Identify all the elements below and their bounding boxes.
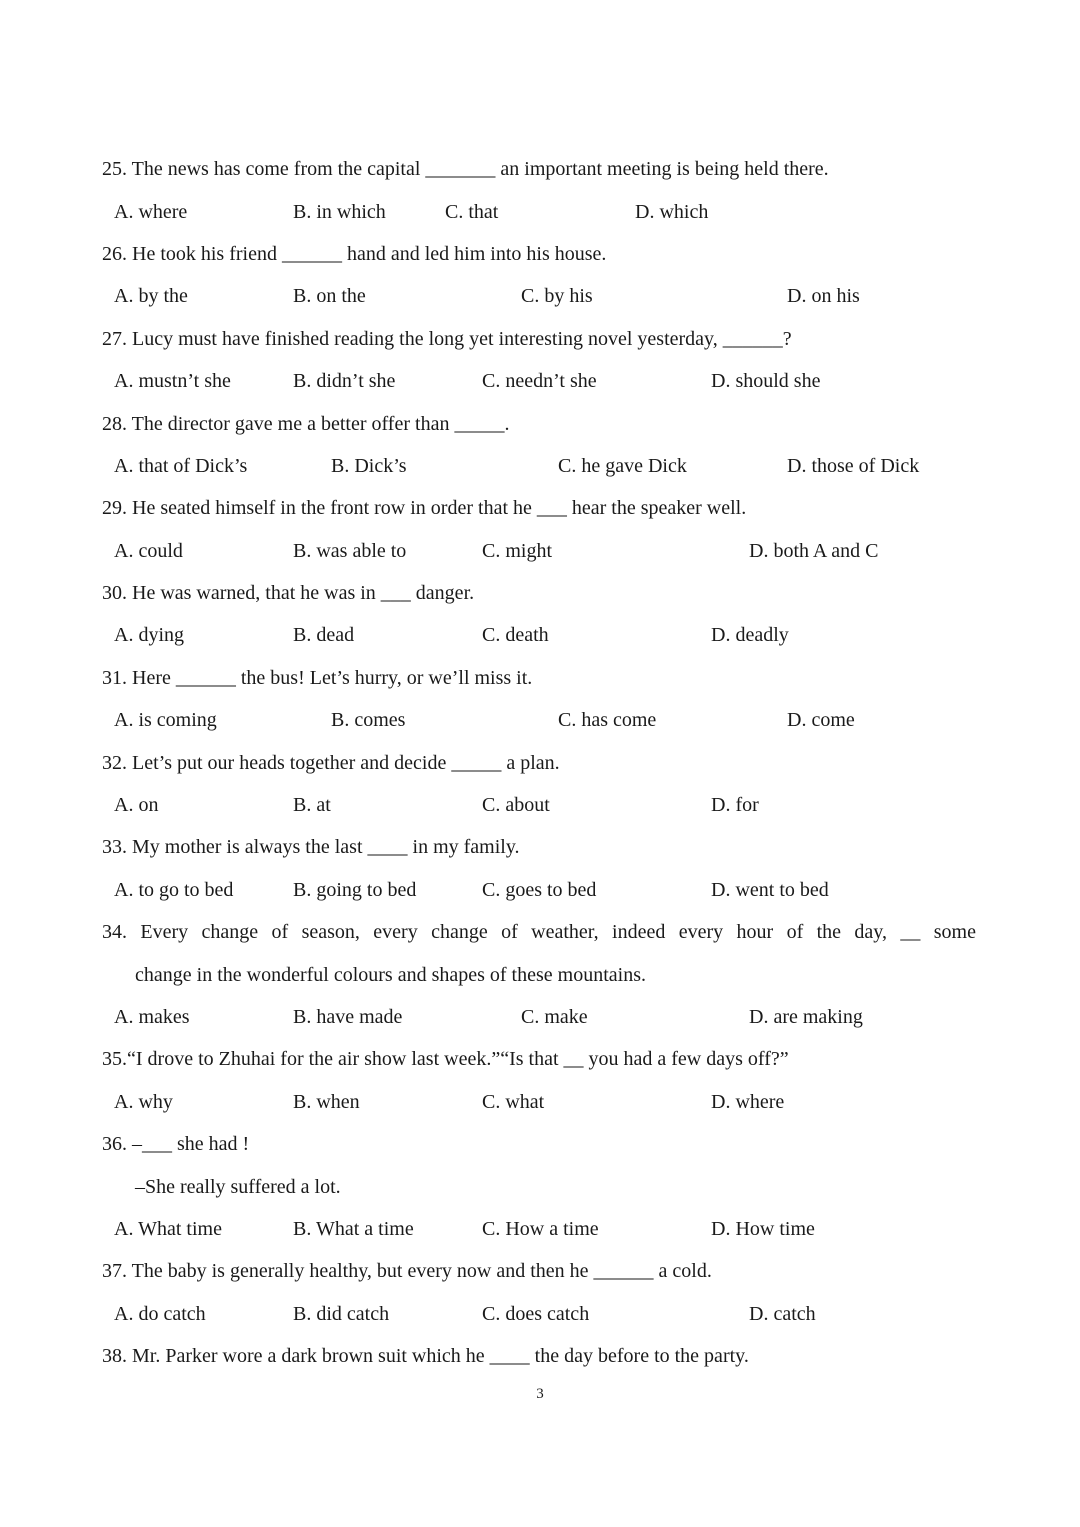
question-35-option-b: B. when (293, 1091, 360, 1113)
question-35-option-a: A. why (114, 1091, 173, 1113)
question-34-stem-continued: change in the wonderful colours and shapes of these mountains. (135, 964, 646, 986)
question-36-option-a: A. What time (114, 1218, 222, 1240)
question-35-stem: 35.“I drove to Zhuhai for the air show last week.”“Is that __ you had a few days off?” (102, 1048, 789, 1070)
question-31-option-d: D. come (787, 709, 855, 731)
question-26-option-c: C. by his (521, 285, 593, 307)
question-33-option-c: C. goes to bed (482, 879, 597, 901)
question-31-option-a: A. is coming (114, 709, 217, 731)
question-34-option-b: B. have made (293, 1006, 403, 1028)
question-37-option-c: C. does catch (482, 1303, 590, 1325)
question-34-option-d: D. are making (749, 1006, 863, 1028)
question-36-option-b: B. What a time (293, 1218, 414, 1240)
question-37-option-a: A. do catch (114, 1303, 206, 1325)
question-29-option-c: C. might (482, 540, 553, 562)
question-29-option-d: D. both A and C (749, 540, 879, 562)
question-36-stem-continued: –She really suffered a lot. (135, 1176, 341, 1198)
question-33-option-b: B. going to bed (293, 879, 417, 901)
question-25-option-d: D. which (635, 201, 709, 223)
question-28-option-a: A. that of Dick’s (114, 455, 248, 477)
question-27-stem: 27. Lucy must have finished reading the long yet interesting novel yesterday, ______? (102, 328, 792, 350)
question-26-option-d: D. on his (787, 285, 860, 307)
question-25-option-c: C. that (445, 201, 499, 223)
question-32-option-a: A. on (114, 794, 159, 816)
question-31-option-b: B. comes (331, 709, 406, 731)
question-28-stem: 28. The director gave me a better offer than _____. (102, 413, 510, 435)
page-number: 3 (536, 1386, 544, 1402)
question-25-stem: 25. The news has come from the capital _______ an important meeting is being held there. (102, 158, 829, 180)
question-30-option-b: B. dead (293, 624, 355, 646)
question-33-stem: 33. My mother is always the last ____ in my family. (102, 836, 520, 858)
question-32-option-c: C. about (482, 794, 550, 816)
question-37-option-d: D. catch (749, 1303, 816, 1325)
question-29-option-a: A. could (114, 540, 183, 562)
question-36-stem: 36. –___ she had ! (102, 1133, 250, 1155)
question-27-option-a: A. mustn’t she (114, 370, 231, 392)
question-31-option-c: C. has come (558, 709, 657, 731)
question-28-option-d: D. those of Dick (787, 455, 920, 477)
question-32-stem: 32. Let’s put our heads together and decide _____ a plan. (102, 752, 560, 774)
question-32-option-d: D. for (711, 794, 759, 816)
question-26-stem: 26. He took his friend ______ hand and led him into his house. (102, 243, 607, 265)
question-38-stem: 38. Mr. Parker wore a dark brown suit which he ____ the day before to the party. (102, 1345, 749, 1367)
question-25-option-b: B. in which (293, 201, 386, 223)
question-28-option-b: B. Dick’s (331, 455, 407, 477)
question-37-stem: 37. The baby is generally healthy, but every now and then he ______ a cold. (102, 1260, 712, 1282)
question-29-option-b: B. was able to (293, 540, 407, 562)
question-25-option-a: A. where (114, 201, 188, 223)
question-35-option-d: D. where (711, 1091, 785, 1113)
question-26-option-b: B. on the (293, 285, 366, 307)
question-30-option-c: C. death (482, 624, 549, 646)
question-34-option-c: C. make (521, 1006, 588, 1028)
question-27-option-d: D. should she (711, 370, 821, 392)
question-32-option-b: B. at (293, 794, 331, 816)
question-27-option-b: B. didn’t she (293, 370, 396, 392)
question-34-option-a: A. makes (114, 1006, 190, 1028)
question-36-option-c: C. How a time (482, 1218, 599, 1240)
question-31-stem: 31. Here ______ the bus! Let’s hurry, or we’ll miss it. (102, 667, 533, 689)
question-33-option-d: D. went to bed (711, 879, 829, 901)
question-27-option-c: C. needn’t she (482, 370, 597, 392)
question-29-stem: 29. He seated himself in the front row in order that he ___ hear the speaker well. (102, 497, 747, 519)
question-33-option-a: A. to go to bed (114, 879, 234, 901)
question-30-option-a: A. dying (114, 624, 184, 646)
question-28-option-c: C. he gave Dick (558, 455, 687, 477)
question-36-option-d: D. How time (711, 1218, 815, 1240)
question-26-option-a: A. by the (114, 285, 188, 307)
question-35-option-c: C. what (482, 1091, 545, 1113)
question-30-option-d: D. deadly (711, 624, 789, 646)
question-30-stem: 30. He was warned, that he was in ___ danger. (102, 582, 475, 604)
question-37-option-b: B. did catch (293, 1303, 390, 1325)
question-34-stem: 34. Every change of season, every change of weather, indeed every hour of the day, __ some (102, 921, 976, 943)
